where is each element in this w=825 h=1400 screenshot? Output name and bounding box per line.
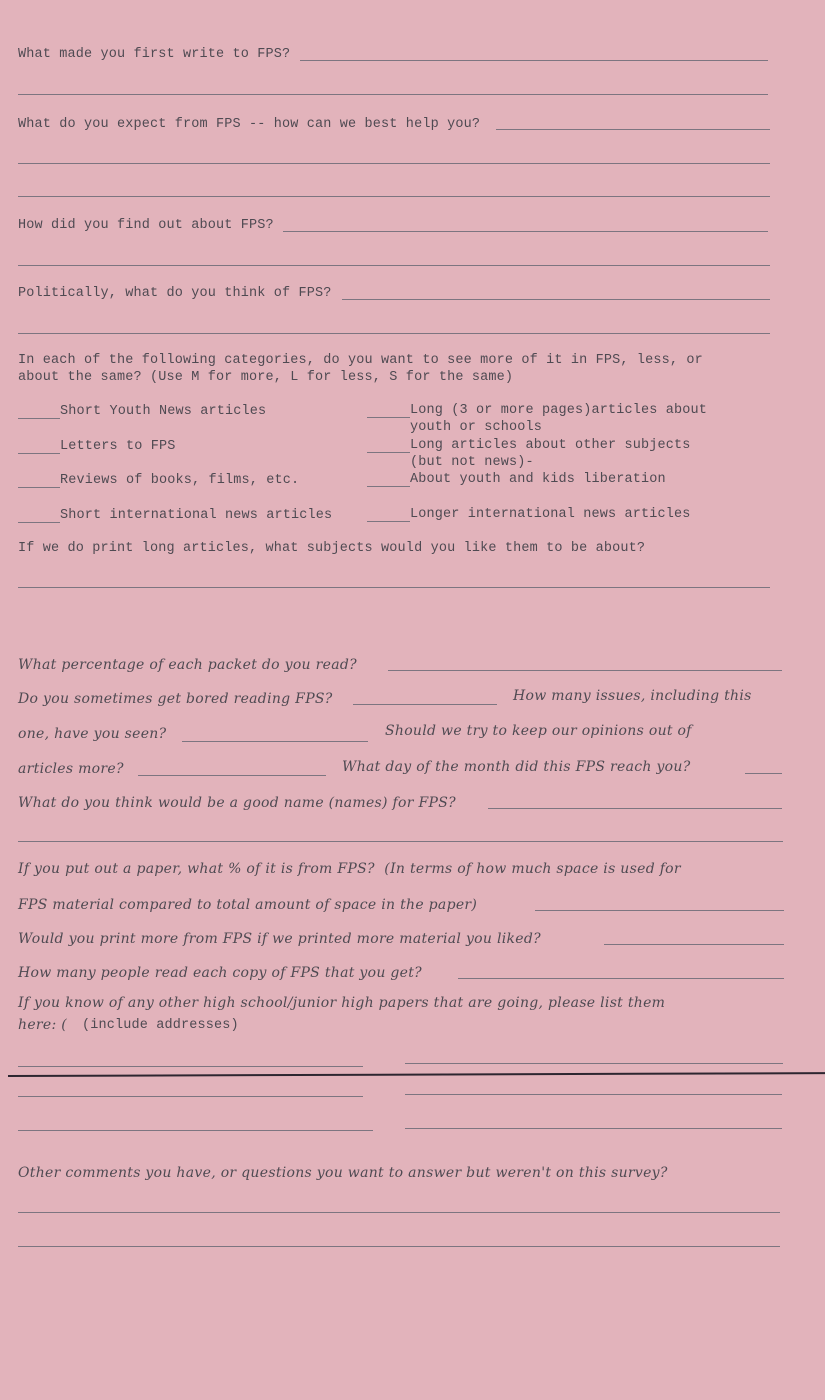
- categories-intro-line2: about the same? (Use M for more, L for less, S for the same): [18, 370, 514, 385]
- answer-line[interactable]: [353, 704, 497, 705]
- category-kids-liberation: About youth and kids liberation: [410, 472, 666, 487]
- question-readers-per-copy: How many people read each copy of FPS that you get?: [18, 965, 422, 981]
- question-other-papers-line2b: (include addresses): [82, 1018, 239, 1033]
- category-blank[interactable]: [367, 417, 410, 418]
- category-short-youth-news: Short Youth News articles: [60, 404, 267, 419]
- question-other-papers-line1: If you know of any other high school/junior high papers that are going, please list them: [18, 995, 666, 1011]
- category-long-youth-line1: Long (3 or more pages)articles about: [410, 403, 708, 418]
- answer-line[interactable]: [18, 265, 770, 266]
- question-first-write: What made you first write to FPS?: [18, 47, 291, 62]
- category-blank[interactable]: [18, 453, 60, 454]
- category-long-youth-line2: youth or schools: [410, 420, 543, 435]
- category-blank[interactable]: [18, 522, 60, 523]
- answer-line[interactable]: [18, 1246, 780, 1247]
- answer-line[interactable]: [18, 841, 783, 842]
- address-line[interactable]: [18, 1066, 363, 1067]
- question-other-comments: Other comments you have, or questions you want to answer but weren't on this survey?: [18, 1165, 668, 1181]
- category-blank[interactable]: [367, 486, 410, 487]
- question-issues-seen-part2: one, have you seen?: [18, 726, 167, 742]
- answer-line[interactable]: [18, 333, 770, 334]
- answer-line[interactable]: [458, 978, 784, 979]
- question-paper-percent-line2: FPS material compared to total amount of space in the paper): [18, 897, 478, 913]
- answer-line[interactable]: [745, 773, 782, 774]
- question-opinions-part1: Should we try to keep our opinions out of: [385, 723, 692, 739]
- address-line[interactable]: [18, 1096, 363, 1097]
- answer-line[interactable]: [18, 1212, 780, 1213]
- answer-line[interactable]: [18, 94, 768, 95]
- category-blank[interactable]: [367, 521, 410, 522]
- question-issues-seen-part1: How many issues, including this: [513, 688, 752, 704]
- answer-line[interactable]: [283, 231, 768, 232]
- question-long-articles: If we do print long articles, what subjects would you like them to be about?: [18, 541, 646, 556]
- answer-line[interactable]: [300, 60, 768, 61]
- answer-line[interactable]: [138, 775, 326, 776]
- question-other-papers-line2a: here: (: [18, 1017, 68, 1033]
- category-letters: Letters to FPS: [60, 439, 176, 454]
- category-long-other-line1: Long articles about other subjects: [410, 438, 691, 453]
- category-short-international: Short international news articles: [60, 508, 333, 523]
- answer-line[interactable]: [488, 808, 782, 809]
- address-line[interactable]: [405, 1128, 782, 1129]
- category-blank[interactable]: [367, 452, 410, 453]
- answer-line[interactable]: [18, 587, 770, 588]
- question-bored: Do you sometimes get bored reading FPS?: [18, 691, 333, 707]
- answer-line[interactable]: [604, 944, 784, 945]
- fold-line: [8, 1072, 825, 1077]
- category-longer-international: Longer international news articles: [410, 507, 691, 522]
- question-politically: Politically, what do you think of FPS?: [18, 286, 332, 301]
- question-day-of-month: What day of the month did this FPS reach you?: [342, 759, 691, 775]
- address-line[interactable]: [18, 1130, 373, 1131]
- answer-line[interactable]: [496, 129, 770, 130]
- question-good-name: What do you think would be a good name (names) for FPS?: [18, 795, 456, 811]
- answer-line[interactable]: [18, 163, 770, 164]
- answer-line[interactable]: [535, 910, 784, 911]
- question-expectations: What do you expect from FPS -- how can we best help you?: [18, 117, 481, 132]
- category-reviews: Reviews of books, films, etc.: [60, 473, 300, 488]
- answer-line[interactable]: [342, 299, 770, 300]
- question-paper-percent-line1: If you put out a paper, what % of it is from FPS? (In terms of how much space is used for: [18, 861, 681, 877]
- question-found-out: How did you find out about FPS?: [18, 218, 274, 233]
- answer-line[interactable]: [182, 741, 368, 742]
- address-line[interactable]: [405, 1063, 783, 1064]
- answer-line[interactable]: [18, 196, 770, 197]
- question-print-more: Would you print more from FPS if we printed more material you liked?: [18, 931, 541, 947]
- answer-line[interactable]: [388, 670, 782, 671]
- question-percentage-read: What percentage of each packet do you read?: [18, 657, 357, 673]
- question-opinions-part2: articles more?: [18, 761, 124, 777]
- address-line[interactable]: [405, 1094, 782, 1095]
- categories-intro-line1: In each of the following categories, do you want to see more of it in FPS, less, or: [18, 353, 703, 368]
- category-long-other-line2: (but not news)-: [410, 455, 534, 470]
- category-blank[interactable]: [18, 487, 60, 488]
- category-blank[interactable]: [18, 418, 60, 419]
